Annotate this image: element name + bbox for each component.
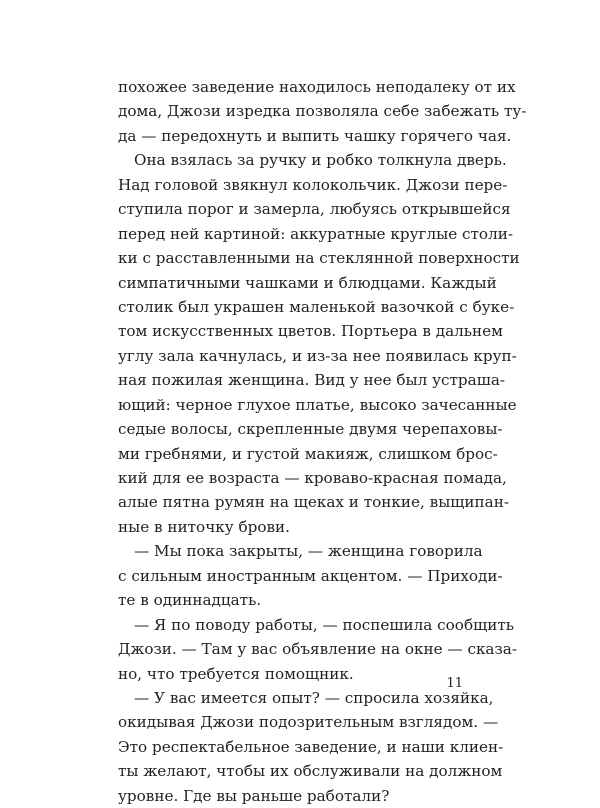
text-line: том искусственных цветов. Портьера в дальнем	[118, 322, 503, 341]
text-line: ты желают, чтобы их обслуживали на должном	[118, 762, 503, 781]
text-line: — Мы пока закрыты, — женщина говорила	[134, 542, 483, 561]
text-line: похожее заведение находилось неподалеку от их	[118, 78, 516, 96]
text-line: Она взялась за ручку и робко толкнула дверь.	[134, 151, 507, 170]
text-line: Над головой звякнул колокольчик. Джози пере-	[118, 175, 508, 194]
text-line: алые пятна румян на щеках и тонкие, выщипан-	[118, 493, 509, 512]
text-line: седые волосы, скрепленные двумя черепаховы-	[118, 420, 503, 439]
text-line: ми гребнями, и густой макияж, слишком брос-	[118, 444, 498, 463]
text-line: уровне. Где вы раньше работали?	[118, 786, 390, 805]
text-line: дома, Джози изредка позволяла себе забежать ту-	[118, 102, 527, 121]
text-line: но, что требуется помощник.	[118, 664, 354, 683]
page-number: 11	[446, 676, 463, 691]
text-line: ная пожилая женщина. Вид у нее был устраша-	[118, 371, 505, 390]
text-line: кий для ее возраста — кроваво-красная помада,	[118, 469, 507, 487]
text-line: — У вас имеется опыт? — спросила хозяйка,	[134, 688, 494, 707]
text-line: ные в ниточку брови.	[118, 517, 291, 536]
text-line: ющий: черное глухое платье, высоко зачесанные	[118, 395, 517, 414]
text-line: симпатичными чашками и блюдцами. Каждый	[118, 273, 497, 292]
text-line: ступила порог и замерла, любуясь открывшейся	[118, 200, 511, 219]
body-text	[118, 75, 527, 808]
text-line: — Я по поводу работы, — поспешила сообщить	[134, 615, 515, 634]
text-line: перед ней картиной: аккуратные круглые столи-	[118, 224, 513, 243]
text-line: столик был украшен маленькой вазочкой с буке-	[118, 297, 515, 316]
text-line: те в одиннадцать.	[118, 591, 262, 610]
text-line: Это респектабельное заведение, и наши клиен-	[118, 737, 504, 756]
text-line: с сильным иностранным акцентом. — Приходи-	[118, 566, 503, 585]
text-line: углу зала качнулась, и из-за нее появилась круп-	[118, 346, 517, 365]
text-line: да — передохнуть и выпить чашку горячего чая.	[118, 126, 512, 145]
text-line: ки с расставленными на стеклянной поверхности	[118, 249, 520, 268]
text-line: Джози. — Там у вас объявление на окне — сказа-	[118, 640, 517, 659]
text-line: окидывая Джози подозрительным взглядом. —	[118, 713, 499, 732]
